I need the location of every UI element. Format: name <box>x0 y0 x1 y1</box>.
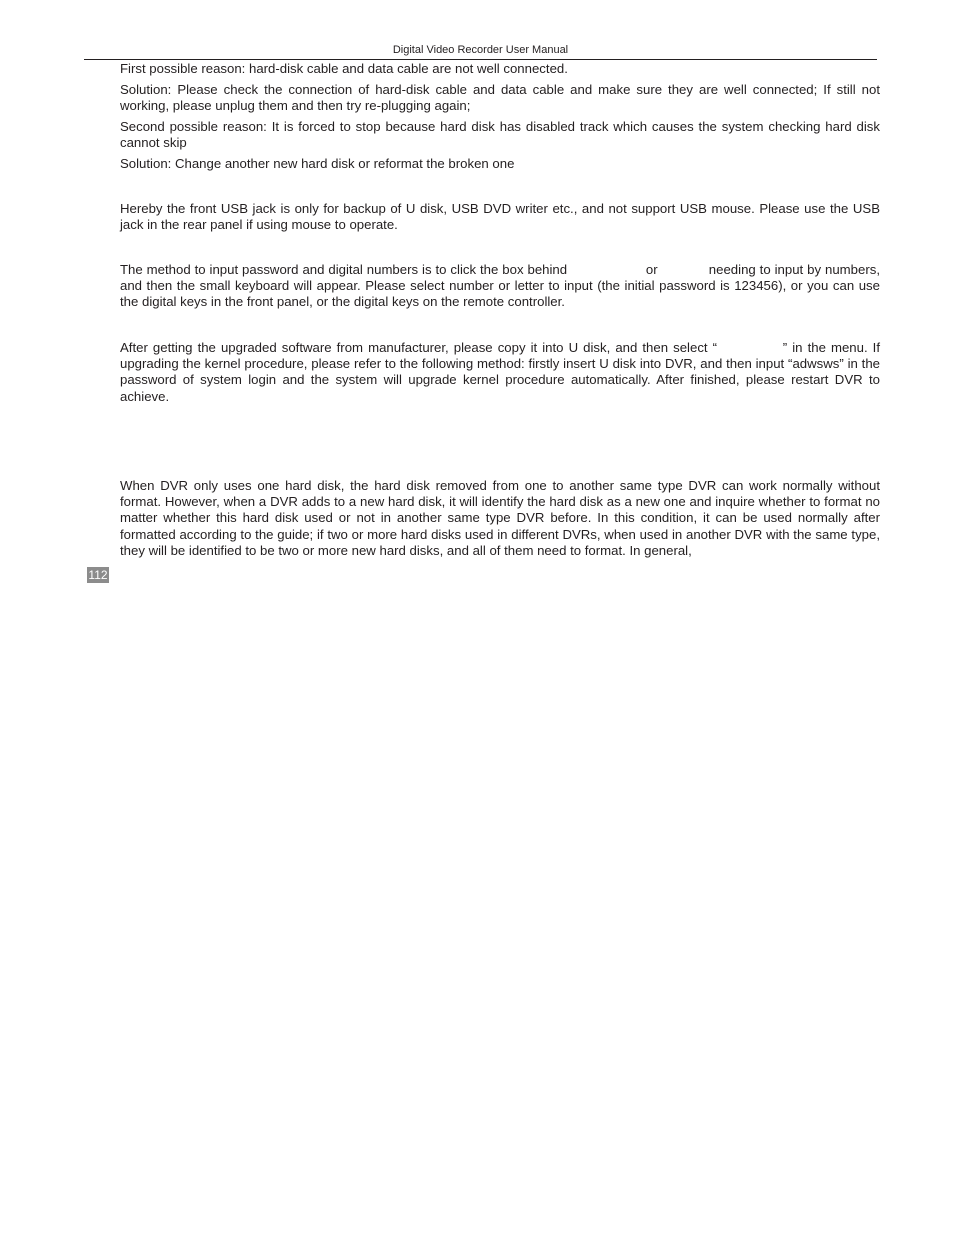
paragraph-solution-change-disk: Solution: Change another new hard disk or reformat the broken one <box>120 156 515 171</box>
paragraph-first-reason: First possible reason: hard-disk cable and data cable are not well connected. <box>120 61 568 76</box>
paragraph-input-password: The method to input password and digital numbers is to click the box behind or needing to input by numbers, and then the small keyboard will appear. Please select number or letter to input (the initial password is 123456), or you can use the digital keys in the front panel, or the digital keys on the remote controller. <box>120 262 884 310</box>
page-header-title: Digital Video Recorder User Manual <box>392 44 569 56</box>
paragraph-upgrade-software: After getting the upgraded software from manufacturer, please copy it into U disk, and then select “ ” in the menu. If upgrading the kernel procedure, please refer to the following method: firstly insert U disk into DVR, and then input “adwsws” in the password of system login and the system will upgrade kernel procedure automatically. After finished, please restart DVR to achieve. <box>120 340 884 404</box>
header-divider <box>84 59 877 60</box>
paragraph-second-reason: Second possible reason: It is forced to stop because hard disk has disabled track which causes the system checking hard disk cannot skip <box>120 119 880 151</box>
paragraph-solution-check-cables: Solution: Please check the connection of hard-disk cable and data cable and make sure they are well connected; If still not working, please unplug them and then try re-plugging again; <box>120 82 880 114</box>
paragraph-front-usb: Hereby the front USB jack is only for backup of U disk, USB DVD writer etc., and not support USB mouse. Please use the USB jack in the rear panel if using mouse to operate. <box>120 201 880 233</box>
paragraph-hard-disk-format: When DVR only uses one hard disk, the hard disk removed from one to another same type DVR can work normally without format. However, when a DVR adds to a new hard disk, it will identify the hard disk as a new one and inquire whether to format no matter whether this hard disk used or not in another same type DVR before. In this condition, it can be used normally after formatted according to the guide; if two or more hard disks used in different DVRs, when used in another DVR with the same type, they will be identified to be two or more new hard disks, and all of them need to format. In general, <box>120 478 880 558</box>
page-number: 112 <box>88 568 108 582</box>
